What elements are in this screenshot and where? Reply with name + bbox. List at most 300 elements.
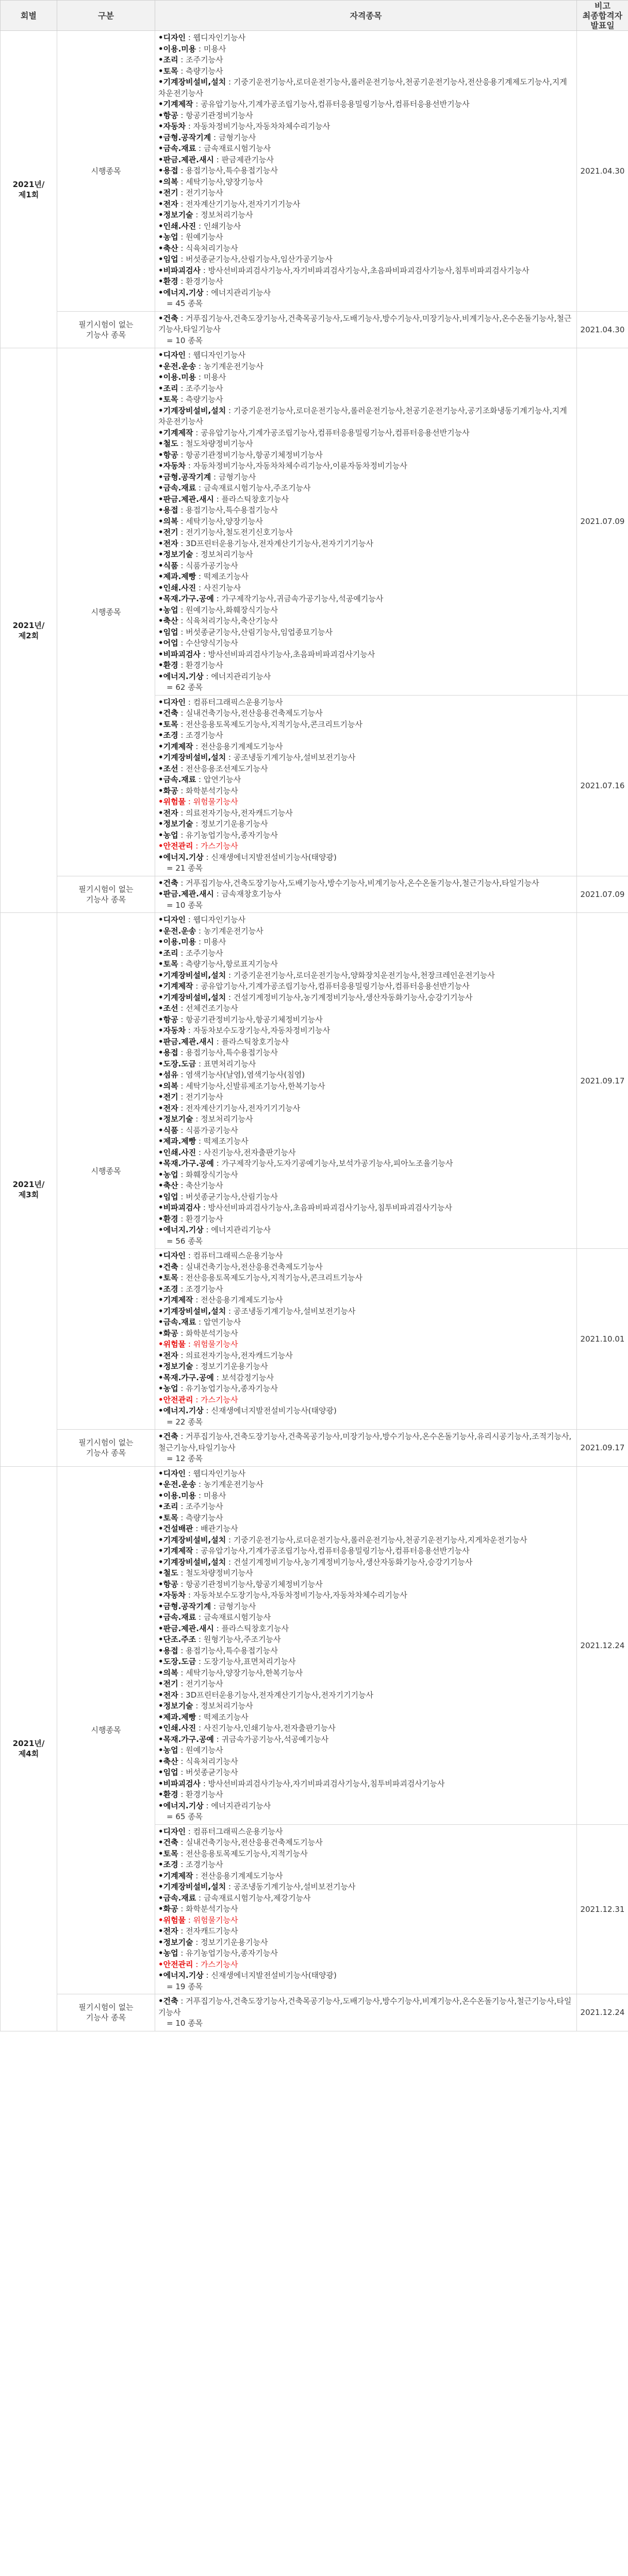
announce-date: 2021.04.30: [577, 31, 628, 312]
field-label: •자동차: [158, 1026, 186, 1035]
field-label: •제과.제빵: [158, 1137, 196, 1146]
cert-item: [158, 1535, 573, 1546]
cert-item: [158, 210, 573, 221]
field-label: •기계제작: [158, 99, 193, 109]
field-label: •의복: [158, 1668, 178, 1677]
cert-names: : 식육처리기능사: [178, 1756, 238, 1766]
cert-item: [158, 221, 573, 232]
cert-item: [158, 483, 573, 494]
cert-item: [158, 605, 573, 616]
cert-names: : 컴퓨터그래픽스운용기능사: [186, 697, 283, 707]
type-cell: 시행종목: [57, 348, 155, 876]
cert-item: [158, 372, 573, 383]
cert-names: : 금속재료시험기능사: [196, 144, 271, 153]
cert-names: : 배관기능사: [193, 1524, 238, 1533]
cert-names: : 조주기능사: [178, 55, 223, 64]
cert-item: [158, 527, 573, 538]
cert-names: : 용접기능사,특수용접기능사: [178, 1048, 278, 1057]
cert-names: : 세탁기능사,양장기능사,한복기능사: [178, 1668, 303, 1677]
cert-names: : 판금제관기능사: [213, 155, 274, 164]
cert-item: [158, 1170, 573, 1181]
cert-item: [158, 774, 573, 786]
field-label: •단조.주조: [158, 1635, 196, 1644]
field-label: •인쇄.사진: [158, 1147, 196, 1157]
field-label: •축산: [158, 1756, 178, 1766]
cert-names: : 거푸집기능사,건축도장기능사,건축목공기능사,도배기능사,방수기능사,미장기능사,비계기능사,온수온돌기능사,철근기능사,타일기능사: [158, 313, 572, 334]
field-label: •판금.제관.새시: [158, 1037, 214, 1046]
field-label: •농업: [158, 232, 178, 242]
cert-item: [158, 461, 573, 472]
cert-item: [158, 254, 573, 265]
field-label: •이용.미용: [158, 1490, 196, 1500]
field-label: •농업: [158, 1745, 178, 1755]
field-label: •임업: [158, 255, 178, 264]
cert-names: : 거푸집기능사,건축도장기능사,도배기능사,방수기능사,비계기능사,온수온돌기능사,철근기능사,타일기능사: [178, 878, 539, 888]
table-row: [1, 311, 628, 348]
cert-names: : 정보기기운용기능사: [193, 819, 268, 828]
field-label: •전기: [158, 528, 178, 537]
type-cell: 시행종목: [57, 31, 155, 312]
field-label: •비파괴검사: [158, 649, 201, 659]
cert-names: : 기중기운전기능사,로더운전기능사,롤러운전기능사,천공기운전기능사,지게차운전기능사: [226, 1535, 527, 1545]
field-label: •화공: [158, 1328, 178, 1338]
field-label: •전기: [158, 188, 178, 197]
cert-item: [158, 538, 573, 550]
table-row: [1, 348, 628, 696]
cert-names: : 3D프린터운용기능사,전자계산기기능사,전자기기기능사: [178, 1690, 374, 1700]
cert-item: [158, 697, 573, 708]
announce-date: 2021.07.09: [577, 348, 628, 696]
cert-names: : 에너지관리기능사: [203, 1801, 271, 1810]
cert-names: : 방사선비파괴검사기능사,자기비파괴검사기능사,초음파비파괴검사기능사,침투비파괴검사기능사: [201, 265, 530, 275]
field-label: •화공: [158, 1904, 178, 1913]
cert-names: : 전산응용토목제도기능사,지적기능사,콘크리트기능사: [178, 719, 362, 729]
cert-item: [158, 719, 573, 731]
field-label: •임업: [158, 1768, 178, 1777]
total-count: [158, 1981, 573, 1993]
cert-item: [158, 1546, 573, 1557]
table-row: [1, 1466, 628, 1824]
cert-item: [158, 1789, 573, 1801]
field-label: •기계제작: [158, 1871, 193, 1880]
cert-names: : 금속재료시험기능사,주조기능사: [196, 483, 311, 493]
cert-item: [158, 1479, 573, 1490]
cert-names: : 공유압기능사,기계가공조립기능사,컴퓨터응용밀링기능사,컴퓨터응용선반기능사: [193, 1546, 470, 1555]
cert-item: [158, 1317, 573, 1328]
cert-list-cell: [155, 876, 577, 913]
cert-item: [158, 786, 573, 797]
table-row: [1, 31, 628, 312]
cert-item: [158, 741, 573, 753]
table-body: [1, 31, 628, 2031]
cert-names: : 용접기능사,특수용접기능사: [178, 1646, 278, 1655]
cert-names: : 압연기능사: [196, 1317, 241, 1327]
cert-names: : 정보처리기능사: [193, 1114, 253, 1124]
cert-names: : 수산양식기능사: [178, 638, 238, 648]
field-label: •에너지.기상: [158, 1801, 204, 1810]
cert-item: [158, 1180, 573, 1192]
cert-names: : 에너지관리기능사: [203, 671, 271, 681]
round-cell: 2021년/ 제3회: [1, 913, 57, 1467]
field-label: •조리: [158, 1502, 178, 1511]
cert-item: [158, 1837, 573, 1849]
field-label: •환경: [158, 660, 178, 670]
cert-list-cell: [155, 695, 577, 876]
cert-item: [158, 1612, 573, 1623]
cert-item: [158, 450, 573, 461]
field-label: •비파괴검사: [158, 1778, 201, 1788]
cert-names: : 보석감정기능사: [213, 1372, 274, 1382]
announce-date: 2021.04.30: [577, 311, 628, 348]
cert-names: : 화학분석기능사: [178, 1328, 238, 1338]
cert-item: [158, 1523, 573, 1535]
cert-item: [158, 549, 573, 561]
cert-item: [158, 121, 573, 132]
cert-names: : 자동차보수도장기능사,자동차정비기능사: [186, 1026, 330, 1035]
cert-list-cell: [155, 1994, 577, 2031]
total-count: [158, 900, 573, 911]
cert-names: : 전기기능사,철도전기신호기능사: [178, 528, 293, 537]
type-cell: 필기시험이 없는 기능사 종목: [57, 876, 155, 913]
cert-item: [158, 1103, 573, 1114]
cert-item: [158, 1192, 573, 1203]
field-label: •조경: [158, 1860, 178, 1869]
cert-item: [158, 1284, 573, 1295]
cert-names: : 전산응용토목제도기능사,지적기능사: [178, 1849, 308, 1858]
field-label: •기계장비설비,설치: [158, 992, 226, 1002]
cert-names: : 전산응용기계제도기능사: [193, 1871, 283, 1880]
field-label: •환경: [158, 1214, 178, 1224]
cert-item: [158, 1383, 573, 1395]
cert-names: : 떡제조기능사: [196, 1137, 249, 1146]
cert-item: [158, 1003, 573, 1014]
cert-names: : 조주기능사: [178, 1502, 223, 1511]
cert-names: : 가스기능사: [193, 1395, 238, 1404]
field-label: •임업: [158, 1192, 178, 1201]
table-header-row: [1, 1, 628, 31]
field-label: •에너지.기상: [158, 671, 204, 681]
cert-names: : 귀금속가공기능사,석공예기능사: [213, 1734, 329, 1744]
cert-names: : 조주기능사: [178, 948, 223, 958]
cert-names: : 정보처리기능사: [193, 210, 253, 219]
field-label: •정보기술: [158, 210, 193, 219]
cert-item: [158, 878, 573, 889]
field-label: •도장.도금: [158, 1657, 196, 1666]
round-cell: 2021년/ 제2회: [1, 348, 57, 913]
announce-date: 2021.09.17: [577, 913, 628, 1249]
field-label: •이용.미용: [158, 937, 196, 946]
cert-item: [158, 1915, 573, 1926]
cert-names: : 원예기능사: [178, 232, 223, 242]
cert-names: : 유기농업기능사,종자기능사: [178, 1948, 278, 1958]
cert-item: [158, 764, 573, 775]
cert-names: : 측량기능사,항로표지기능사: [178, 959, 278, 969]
field-label: •조리: [158, 383, 178, 393]
cert-item: [158, 841, 573, 852]
cert-item: [158, 796, 573, 808]
header-type: 구분: [57, 1, 155, 31]
cert-item: [158, 1070, 573, 1081]
cert-item: [158, 1014, 573, 1026]
cert-names: : 용접기능사,특수용접기능사: [178, 166, 278, 175]
field-label: •토목: [158, 1513, 178, 1522]
cert-names: : 철도차량정비기능사: [178, 1568, 253, 1578]
field-label: •토목: [158, 66, 178, 76]
cert-names: : 방사선비파괴검사기능사,초음파비파괴검사기능사,침투비파괴검사기능사: [201, 1203, 452, 1212]
field-label: •디자인: [158, 1826, 186, 1836]
cert-item: [158, 1849, 573, 1860]
cert-item: [158, 1756, 573, 1768]
cert-names: : 기중기운전기능사,로더운전기능사,양화장치운전기능사,천장크레인운전기능사: [226, 970, 495, 980]
total-text: = 45 종목: [167, 299, 203, 308]
header-certs: 자격종목: [155, 1, 577, 31]
field-label: •목재.가구.공예: [158, 594, 214, 603]
field-label: •디자인: [158, 915, 186, 924]
cert-item: [158, 1306, 573, 1317]
field-label: •금속.재료: [158, 483, 196, 493]
cert-item: [158, 1225, 573, 1236]
cert-names: : 전자계산기기능사,전자기기기능사: [178, 1103, 301, 1113]
field-label: •기계장비설비,설치: [158, 970, 226, 980]
field-label: •금형.공작기계: [158, 472, 211, 482]
cert-item: [158, 1147, 573, 1159]
total-text: = 10 종목: [167, 335, 203, 345]
field-label: •항공: [158, 1014, 178, 1024]
field-label: •도장.도금: [158, 1059, 196, 1069]
cert-item: [158, 1125, 573, 1137]
cert-names: : 3D프린터운용기능사,전자계산기기능사,전자기기기능사: [178, 538, 374, 548]
field-label: •안전관리: [158, 1959, 193, 1969]
field-label: •금속.재료: [158, 1893, 196, 1903]
total-text: = 10 종목: [167, 2019, 203, 2028]
cert-names: : 측량기능사: [178, 66, 223, 76]
total-text: = 65 종목: [167, 1812, 203, 1821]
field-label: •자동차: [158, 122, 186, 131]
cert-item: [158, 1568, 573, 1579]
total-text: = 12 종목: [167, 1454, 203, 1463]
field-label: •금형.공작기계: [158, 1601, 211, 1611]
cert-item: [158, 1646, 573, 1657]
cert-item: [158, 516, 573, 528]
cert-names: : 의료전자기능사,전자캐드기능사: [178, 808, 293, 818]
cert-item: [158, 1656, 573, 1668]
cert-names: : 용접기능사,특수용접기능사: [178, 505, 278, 515]
cert-item: [158, 1970, 573, 1981]
cert-item: [158, 394, 573, 405]
field-label: •철도: [158, 1568, 178, 1578]
field-label: •기계장비설비,설치: [158, 1882, 226, 1891]
cert-list-cell: [155, 1824, 577, 1994]
announce-date: 2021.12.31: [577, 1824, 628, 1994]
cert-names: : 항공기관정비기능사,항공기체정비기능사: [178, 1014, 323, 1024]
cert-item: [158, 1114, 573, 1125]
cert-names: : 위험물기능사: [186, 1340, 238, 1349]
field-label: •축산: [158, 1181, 178, 1190]
field-label: •에너지.기상: [158, 1225, 204, 1234]
cert-item: [158, 660, 573, 671]
field-label: •목재.가구.공예: [158, 1734, 214, 1744]
field-label: •식품: [158, 561, 178, 570]
field-label: •전자: [158, 538, 178, 548]
cert-names: : 조경기능사: [178, 1284, 223, 1294]
cert-names: : 위험물기능사: [186, 1915, 238, 1925]
cert-item: [158, 708, 573, 719]
cert-names: : 버섯종균기능사,산림기능사,임산가공기능사: [178, 255, 333, 264]
cert-names: : 화학분석기능사: [178, 786, 238, 795]
cert-item: [158, 1590, 573, 1601]
cert-names: : 정보기기운용기능사: [193, 1937, 268, 1947]
cert-names: : 금형기능사: [211, 1601, 256, 1611]
field-label: •임업: [158, 627, 178, 637]
field-label: •에너지.기상: [158, 1971, 204, 1980]
cert-item: [158, 1767, 573, 1778]
total-text: = 19 종목: [167, 1981, 203, 1991]
cert-names: : 웹디자인기능사: [186, 350, 246, 360]
field-label: •금속.재료: [158, 1317, 196, 1327]
cert-list-cell: [155, 1249, 577, 1430]
cert-item: [158, 505, 573, 516]
cert-item: [158, 110, 573, 122]
cert-names: : 금속재창호기능사: [213, 889, 282, 899]
field-label: •축산: [158, 243, 178, 253]
cert-names: : 방사선비파괴검사기능사,초음파비파괴검사기능사: [201, 649, 375, 659]
announce-date: 2021.12.24: [577, 1466, 628, 1824]
field-label: •디자인: [158, 697, 186, 707]
cert-item: [158, 948, 573, 959]
cert-item: [158, 1262, 573, 1273]
cert-item: [158, 1273, 573, 1284]
field-label: •전자: [158, 1350, 178, 1360]
cert-names: : 플라스틱창호기능사: [213, 1623, 289, 1633]
cert-item: [158, 1893, 573, 1904]
cert-item: [158, 1025, 573, 1037]
cert-names: : 플라스틱창호기능사: [213, 1037, 289, 1046]
field-label: •디자인: [158, 33, 186, 42]
total-count: [158, 1811, 573, 1823]
cert-names: : 신재생에너지발전설비기능사(태양광): [203, 852, 337, 862]
cert-names: : 세탁기능사,양장기능사: [178, 516, 263, 526]
cert-item: [158, 99, 573, 110]
field-label: •인쇄.사진: [158, 1723, 196, 1733]
cert-item: [158, 1959, 573, 1971]
field-label: •비파괴검사: [158, 265, 201, 275]
announce-date: 2021.07.09: [577, 876, 628, 913]
cert-names: : 압연기능사: [196, 775, 241, 784]
field-label: •목재.가구.공예: [158, 1159, 214, 1168]
cert-names: : 전산응용기계제도기능사: [193, 741, 283, 751]
field-label: •인쇄.사진: [158, 221, 196, 231]
cert-item: [158, 1579, 573, 1590]
cert-names: : 농기계운전기능사: [196, 926, 263, 936]
cert-names: : 전산응용토목제도기능사,지적기능사,콘크리트기능사: [178, 1273, 362, 1282]
field-label: •금속.재료: [158, 1613, 196, 1622]
cert-names: : 미용사: [196, 937, 226, 946]
table-row: [1, 913, 628, 1249]
field-label: •항공: [158, 110, 178, 120]
field-label: •전자: [158, 199, 178, 209]
type-cell: 시행종목: [57, 1466, 155, 1994]
field-label: •조리: [158, 55, 178, 64]
cert-names: : 전기기능사: [178, 188, 223, 197]
cert-item: [158, 889, 573, 900]
cert-item: [158, 428, 573, 439]
total-count: [158, 1236, 573, 1247]
cert-item: [158, 638, 573, 649]
cert-item: [158, 1395, 573, 1406]
field-label: •의복: [158, 1081, 178, 1091]
cert-names: : 세탁기능사,신발류제조기능사,한복기능사: [178, 1081, 325, 1091]
cert-names: : 웹디자인기능사: [186, 33, 246, 42]
cert-item: [158, 1202, 573, 1214]
cert-item: [158, 1092, 573, 1103]
field-label: •이용.미용: [158, 372, 196, 382]
field-label: •전기: [158, 1679, 178, 1688]
cert-names: : 염색기능사(날염),염색기능사(침염): [178, 1070, 305, 1079]
cert-names: : 방사선비파괴검사기능사,자기비파괴검사기능사,침투비파괴검사기능사: [201, 1778, 445, 1788]
cert-list-cell: [155, 348, 577, 696]
cert-item: [158, 1328, 573, 1340]
cert-names: : 전기기능사: [178, 1092, 223, 1101]
round-cell: 2021년/ 제4회: [1, 1466, 57, 2031]
field-label: •건축: [158, 708, 178, 718]
cert-item: [158, 1250, 573, 1262]
cert-item: [158, 494, 573, 505]
round-cell: 2021년/ 제1회: [1, 31, 57, 348]
cert-names: : 철도차량정비기능사: [178, 439, 253, 448]
cert-item: [158, 55, 573, 66]
total-text: = 22 종목: [167, 1417, 203, 1427]
cert-names: : 건설기계정비기능사,농기계정비기능사,생산자동화기능사,승강기기능사: [226, 1557, 473, 1567]
field-label: •정보기술: [158, 1701, 193, 1710]
field-label: •어업: [158, 638, 178, 648]
field-label: •위험물: [158, 797, 186, 806]
cert-names: : 공유압기능사,기계가공조립기능사,컴퓨터응용밀링기능사,컴퓨터응용선반기능사: [193, 99, 470, 109]
field-label: •환경: [158, 277, 178, 286]
field-label: •전자: [158, 1690, 178, 1700]
field-label: •정보기술: [158, 1114, 193, 1124]
field-label: •용접: [158, 1646, 178, 1655]
cert-names: : 조경기능사: [178, 1860, 223, 1869]
cert-item: [158, 1037, 573, 1048]
type-cell: 필기시험이 없는 기능사 종목: [57, 1994, 155, 2031]
cert-names: : 원형기능사,주조기능사: [196, 1635, 281, 1644]
cert-names: : 사진기능사,전자출판기능사: [196, 1147, 296, 1157]
cert-names: : 자동차보수도장기능사,자동차정비기능사,자동차차체수리기능사: [186, 1590, 407, 1600]
total-count: [158, 682, 573, 693]
field-label: •농업: [158, 830, 178, 840]
cert-item: [158, 830, 573, 841]
field-label: •철도: [158, 439, 178, 448]
cert-item: [158, 77, 573, 99]
cert-item: [158, 1158, 573, 1170]
cert-names: : 에너지관리기능사: [203, 1225, 271, 1234]
cert-item: [158, 1937, 573, 1948]
cert-item: [158, 1601, 573, 1613]
field-label: •건축: [158, 1432, 178, 1441]
cert-names: : 세탁기능사,양장기능사: [178, 177, 263, 187]
field-label: •항공: [158, 1579, 178, 1589]
cert-names: : 웹디자인기능사: [186, 915, 246, 924]
cert-names: : 실내건축기능사,전산응용건축제도기능사: [178, 1838, 323, 1847]
field-label: •토목: [158, 1273, 178, 1282]
cert-names: : 농기계운전기능사: [196, 1480, 263, 1489]
field-label: •건축: [158, 1262, 178, 1272]
cert-item: [158, 1501, 573, 1513]
field-label: •인쇄.사진: [158, 583, 196, 592]
cert-names: : 가스기능사: [193, 1959, 238, 1969]
cert-names: : 웹디자인기능사: [186, 1468, 246, 1478]
cert-names: : 공조냉동기계기능사,설비보전기능사: [226, 1306, 356, 1316]
